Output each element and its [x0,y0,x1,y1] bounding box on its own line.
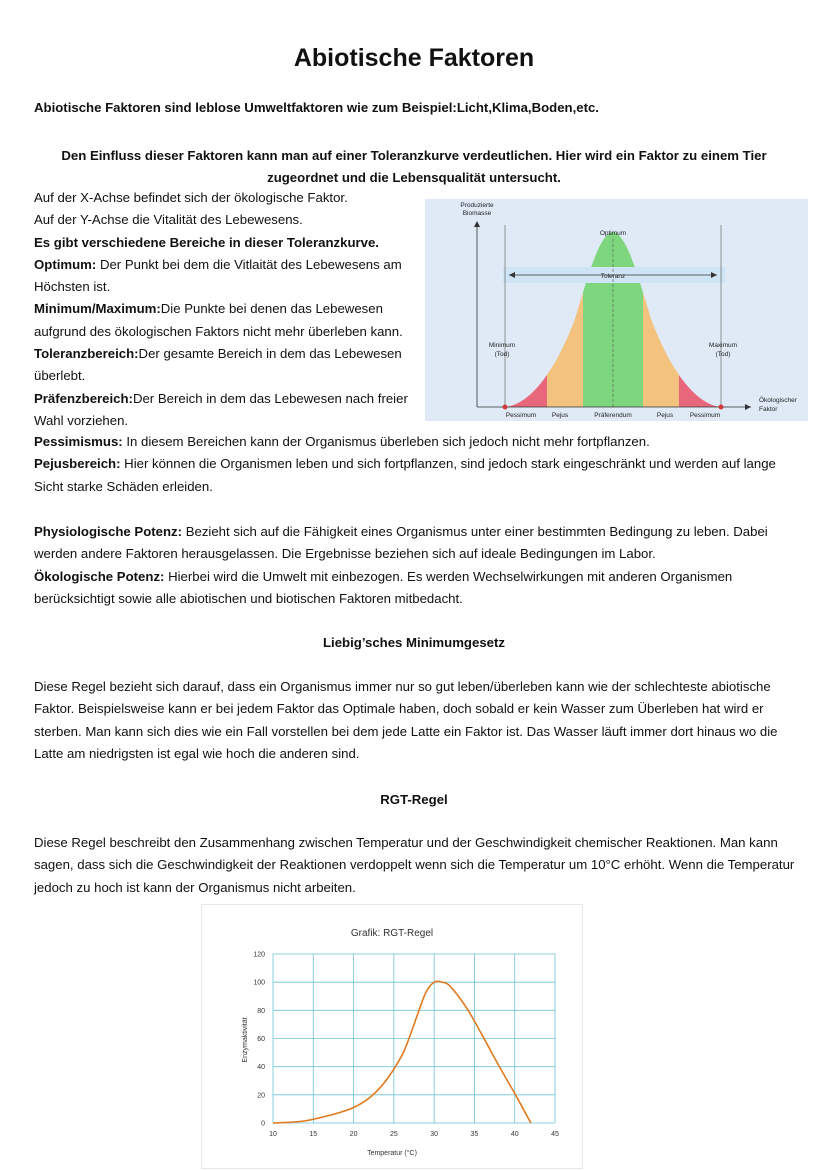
chart-x-tick-label: 30 [430,1131,439,1138]
definition-physiologische-potenz [34,521,796,566]
zone-label-pessimum-right: Pessimum [689,412,721,419]
definition-text: Der Punkt bei dem die Vitlaität des Lebewesens am Höchsten ist. [34,256,402,295]
x-label-line2: Faktor [759,406,778,413]
chart-y-tick-label: 80 [257,1007,265,1015]
page-title: Abiotische Faktoren [293,44,535,72]
y-axis-text: Auf der Y-Achse die Vitalität des Lebewesens. [34,212,303,228]
definition-praeferenz [34,388,424,433]
chart-y-axis-label: Enzymaktivität [242,1017,249,1063]
definitions-left-column [34,187,424,432]
y-label-line1: Produzierte [460,202,494,209]
definition-text: Hier können die Organismen leben und sich fortpflanzen, sind jedoch stark eingeschränkt und werden auf lange Sicht starke Schäden erleiden. [34,456,776,494]
chart-x-tick-label: 40 [510,1131,519,1138]
definition-toleranz [34,343,424,388]
definition-text: Die Punkte bei denen das Lebewesen aufgrund des ökologischen Faktors nicht mehr überleben kann. [34,301,403,339]
x-axis-text: Auf der X-Achse befindet sich der ökologische Faktor. [34,190,348,205]
chart-x-tick-label: 10 [269,1131,277,1138]
zone-label-praeferendum: Präferendum [594,412,632,419]
intro-text: Abiotische Faktoren sind leblose Umweltfaktoren wie zum Beispiel:Licht,Klima,Boden,etc. [34,100,599,115]
definition-text: Der Bereich in dem das Lebewesen nach freier Wahl vorziehen. [34,390,408,428]
minimum-label: Minimum [488,342,516,349]
definition-pejus [34,453,796,498]
chart-x-tick-label: 15 [309,1131,318,1138]
chart-y-tick-label: 100 [253,979,265,987]
term-praeferenz: Präfenzbereich: [34,390,133,406]
lead-text: Den Einfluss dieser Faktoren kann man auf einer Toleranzkurve verdeutlichen. Hier wird ein Faktor zu einem Tier zugeordnet und die Lebensqualität untersucht. [61,148,767,185]
chart-title: Grafik: RGT-Regel [350,928,434,939]
term-pessimismus: Pessimismus: [34,434,123,449]
term-optimum: Optimum: [34,256,97,272]
potenz-section [34,521,796,610]
definition-text: In diesem Bereichen kann der Organismus überleben sich jedoch nicht mehr fortpflanzen. [122,434,650,449]
optimum-label: Optimum [599,230,627,237]
chart-y-tick-label: 40 [257,1064,265,1072]
definition-optimum [34,254,424,299]
chart-y-tick-label: 20 [257,1092,265,1100]
minimum-sub-label: (Tod) [494,351,510,358]
tolerance-curve-diagram [425,199,808,421]
zone-label-pejus-right: Pejus [656,412,674,419]
chart-x-tick-label: 25 [389,1131,398,1138]
term-toleranz: Toleranzbereich: [34,346,139,362]
definition-oekologische-potenz [34,566,796,611]
definition-text: Der gesamte Bereich in dem das Lebewesen überlebt. [34,346,402,384]
chart-x-tick-label: 20 [349,1131,358,1138]
liebig-text: Diese Regel bezieht sich darauf, dass ein Organismus immer nur so gut leben/überleben kann wie der schlechteste abiotische Faktor. Beispielsweise kann er bei jedem Faktor das Optimale haben, doch sobald er kein Wasser zum Überleben hat wird er sterben. Man kann sich dies wie ein Fall vorstellen bei dem jede Latte ein Faktor ist. Das Wasser läuft immer dort hinaus wo die Latte am niedrigsten ist egal wie hoch die anderen sind. [34,679,778,761]
definition-text: Bezieht sich auf die Fähigkeit eines Organismus unter einer bestimmten Bedingung zu leben. Dabei werden andere Faktoren herausgelassen. Die Ergebnisse beziehen sich auf ideale Bedingungen im Labor. [34,524,768,562]
zone-label-pejus-left: Pejus [551,412,569,419]
chart-y-tick-label: 0 [261,1120,265,1128]
chart-x-tick-label: 45 [551,1131,559,1138]
maximum-dot [719,405,724,410]
term-physiologische-potenz: Physiologische Potenz: [34,524,183,539]
liebig-heading: Liebig’sches Minimumgesetz [323,635,505,650]
definition-minmax [34,298,424,343]
definitions-full-width [34,431,796,498]
rgt-chart [201,904,583,1169]
maximum-sub-label: (Tod) [715,351,731,358]
areas-heading: Es gibt verschiedene Bereiche in dieser Toleranzkurve. [34,234,379,250]
chart-x-axis-label: Temperatur (°C) [367,1150,417,1157]
maximum-label: Maximum [708,342,738,349]
term-oekologische-potenz: Ökologische Potenz: [34,568,165,584]
toleranz-label: Toleranz [600,273,626,280]
chart-y-tick-label: 120 [253,951,265,959]
rgt-text: Diese Regel beschreibt den Zusammenhang zwischen Temperatur und der Geschwindigkeit chemischer Reaktionen. Man kann sagen, dass sich die Geschwindigkeit der Reaktionen verdoppelt wenn sich die Temperatur um 10°C erhöht. Wenn die Temperatur jedoch zu hoch ist kann der Organismus nicht arbeiten. [34,835,795,895]
zone-label-pessimum-left: Pessimum [505,412,537,419]
term-pejus: Pejusbereich: [34,456,121,472]
minimum-dot [503,405,508,410]
y-label-line2: Biomasse [462,210,492,217]
chart-x-tick-label: 35 [470,1131,479,1138]
definition-text: Hierbei wird die Umwelt mit einbezogen. Es werden Wechselwirkungen mit anderen Organismen berücksichtigt sowie alle abiotischen und biotischen Faktoren mitbedacht. [34,568,733,606]
definition-pessimismus [34,431,796,453]
term-minmax: Minimum/Maximum: [34,301,161,317]
chart-y-tick-label: 60 [257,1036,265,1043]
x-label-line1: Ökologischer [759,397,797,404]
rgt-heading: RGT-Regel [380,792,448,807]
